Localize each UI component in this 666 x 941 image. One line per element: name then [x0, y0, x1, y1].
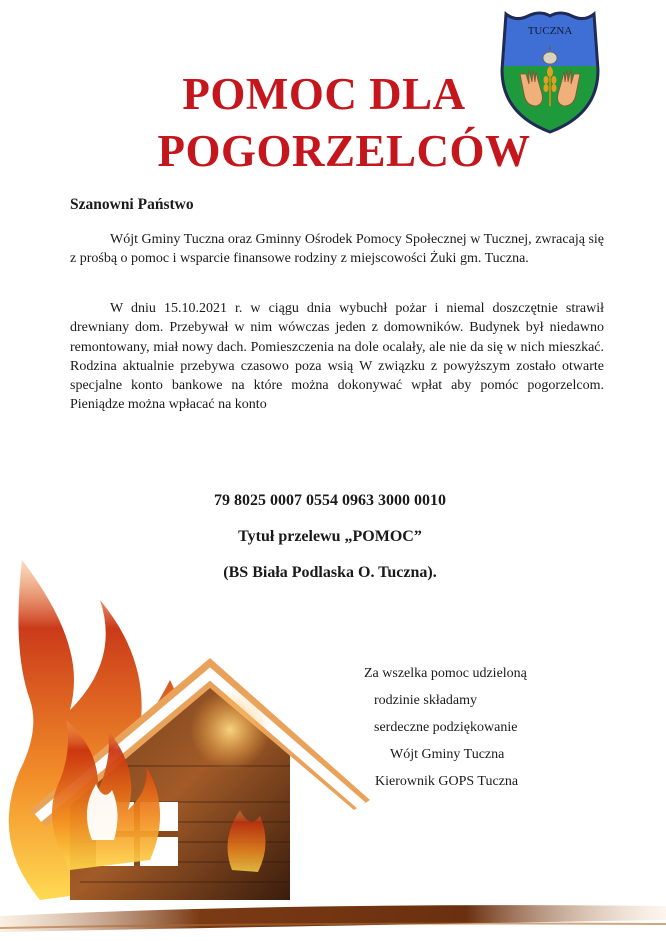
transfer-title: Tytuł przelewu „POMOC” [238, 528, 422, 545]
greeting: Szanowni Państwo [70, 196, 194, 213]
thanks-line-3: serdeczne podziękowanie [374, 720, 518, 735]
signature-gops: Kierownik GOPS Tuczna [375, 774, 519, 789]
intro-paragraph: Wójt Gminy Tuczna oraz Gminny Ośrodek Pomocy Społecznej w Tucznej, zwracają się z prośbą o pomoc i wsparcie finansowe rodziny z miejscowości Żuki gm. Tuczna. [70, 232, 604, 267]
thanks-block [340, 660, 580, 795]
signature-mayor: Wójt Gminy Tuczna [390, 747, 505, 762]
title-line-2: POGORZELCÓW [157, 126, 531, 176]
page-title [60, 66, 580, 180]
details-paragraph: W dniu 15.10.2021 r. w ciągu dnia wybuchł pożar i niemal doszczętnie strawił drewniany dom. Przebywał w nim wówczas jeden z domowników. Budynek był niedawno remontowany, miał nowy dach. Pomieszczenia na dole ocalały, ale nie da się w nich mieszkać. Rodzina aktualnie przebywa czasowo poza wsią W związku z powyższym zostało otwarte specjalne konto bankowe na które można dokonywać wpłat aby pomóc pogorzelcom. Pieniądze można wpłacać na konto [70, 301, 604, 413]
crest-label: TUCZNA [527, 25, 573, 37]
thanks-line-2: rodzinie składamy [374, 693, 478, 708]
bank-account-number: 79 8025 0007 0554 0963 3000 0010 [214, 492, 446, 509]
thanks-line-1: Za wszelka pomoc udzieloną [364, 666, 527, 681]
bank-name: (BS Biała Podlaska O. Tuczna). [223, 564, 437, 581]
title-line-1: POMOC DLA [182, 69, 466, 119]
